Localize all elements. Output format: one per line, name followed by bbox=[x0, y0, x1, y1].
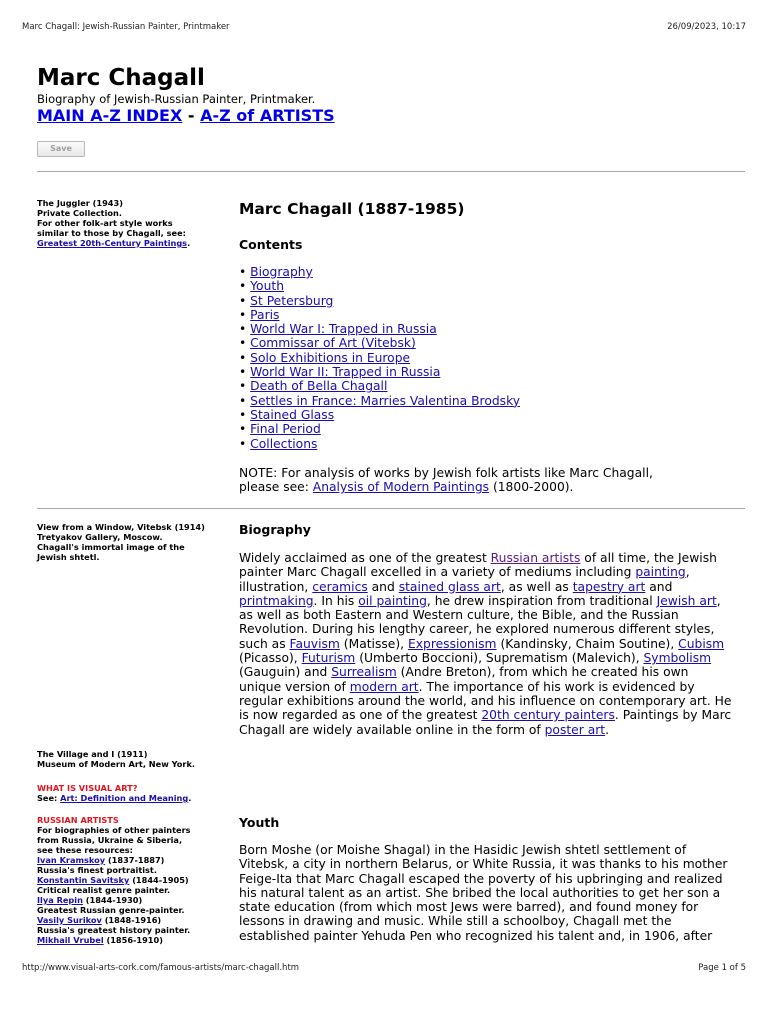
expressionism-link[interactable]: Expressionism bbox=[407, 636, 497, 651]
caption-juggler bbox=[37, 198, 227, 248]
analysis-modern-paintings-link[interactable]: Analysis of Modern Paintings bbox=[312, 480, 490, 495]
contents-item: • Youth bbox=[239, 279, 284, 294]
see-label: See: bbox=[37, 793, 61, 803]
russian-artists-heading: RUSSIAN ARTISTS bbox=[37, 815, 119, 825]
biography-paragraph bbox=[239, 551, 747, 737]
modern-art-link[interactable]: modern art bbox=[349, 679, 419, 694]
surrealism-link[interactable]: Surrealism bbox=[331, 665, 397, 680]
caption-title: View from a Window, Vitebsk (1914) bbox=[37, 522, 205, 532]
text: established painter Yehuda Pen who recognized his talent and, in 1906, after bbox=[239, 928, 713, 943]
russian-artists-link[interactable]: Russian artists bbox=[490, 551, 581, 565]
text: Chagall are widely available online in the form of bbox=[239, 722, 545, 737]
artist-description: Russia's greatest history painter. bbox=[37, 925, 191, 935]
contents-list bbox=[239, 265, 520, 451]
contents-item: • St Petersburg bbox=[239, 293, 334, 308]
az-artists-link[interactable]: A-Z of ARTISTS bbox=[200, 106, 335, 125]
list-item bbox=[37, 895, 227, 905]
contents-item: • Paris bbox=[239, 307, 280, 322]
contents-item: • Final Period bbox=[239, 422, 321, 437]
artist-dates: (1844-1930) bbox=[82, 895, 143, 905]
visual-art-heading: WHAT IS VISUAL ART? bbox=[37, 783, 138, 793]
text: of all time, the Jewish bbox=[580, 551, 717, 565]
text: , he drew inspiration from traditional bbox=[426, 593, 657, 608]
text: (Andre Breton), from which he created his own bbox=[396, 665, 689, 680]
text: painter Marc Chagall excelled in a variety of mediums including bbox=[239, 565, 636, 580]
contents-link-death-bella[interactable]: Death of Bella Chagall bbox=[250, 379, 388, 394]
caption-note: For other folk-art style works bbox=[37, 218, 173, 228]
text: . The importance of his work is evidenced by bbox=[418, 679, 695, 694]
text: (Matisse), bbox=[339, 636, 408, 651]
greatest-20th-century-paintings-link[interactable]: Greatest 20th-Century Paintings bbox=[37, 238, 188, 248]
jewish-art-link[interactable]: Jewish art bbox=[656, 593, 717, 608]
print-datetime: 26/09/2023, 10:17 bbox=[667, 22, 746, 32]
contents-link-ww1[interactable]: World War I: Trapped in Russia bbox=[250, 322, 437, 337]
text: and bbox=[645, 579, 673, 594]
text: and bbox=[367, 579, 399, 594]
text: illustration, bbox=[239, 579, 313, 594]
text: . Paintings by Marc bbox=[614, 708, 732, 723]
main-az-index-link[interactable]: MAIN A-Z INDEX bbox=[37, 106, 183, 125]
text: state education (from which most Jews were barred), and found money for bbox=[239, 900, 699, 915]
text: (Gauguin) and bbox=[239, 665, 332, 680]
ivan-kramskoy-link[interactable]: Ivan Kramskoy bbox=[37, 855, 106, 865]
list-item bbox=[37, 935, 227, 945]
caption-collection: Private Collection. bbox=[37, 208, 122, 218]
painting-link[interactable]: painting bbox=[635, 565, 686, 580]
contents-link-st-petersburg[interactable]: St Petersburg bbox=[250, 293, 334, 308]
text: , bbox=[716, 593, 721, 608]
russian-artists-intro: see these resources: bbox=[37, 845, 133, 855]
cubism-link[interactable]: Cubism bbox=[678, 636, 725, 651]
artist-dates: (1856-1910) bbox=[103, 935, 163, 945]
symbolism-link[interactable]: Symbolism bbox=[643, 651, 712, 666]
text: (Picasso), bbox=[239, 651, 302, 666]
biography-heading: Biography bbox=[239, 522, 311, 537]
russian-artists-box bbox=[37, 815, 227, 945]
print-page-title: Marc Chagall: Jewish-Russian Painter, Printmaker bbox=[22, 22, 230, 32]
text: (Umberto Boccioni), Suprematism (Malevich), bbox=[355, 651, 644, 666]
youth-paragraph bbox=[239, 843, 747, 943]
20th-century-painters-link[interactable]: 20th century painters bbox=[481, 708, 615, 723]
russian-artists-intro: from Russia, Ukraine & Siberia, bbox=[37, 835, 183, 845]
contents-link-paris[interactable]: Paris bbox=[250, 307, 280, 322]
contents-item: • World War II: Trapped in Russia bbox=[239, 365, 441, 380]
contents-item: • Biography bbox=[239, 265, 313, 279]
text: such as bbox=[239, 636, 290, 651]
note-text: please see: bbox=[239, 480, 313, 495]
konstantin-savitsky-link[interactable]: Konstantin Savitsky bbox=[37, 875, 130, 885]
contents-link-ww2[interactable]: World War II: Trapped in Russia bbox=[250, 365, 441, 380]
artist-dates: (1837-1887) bbox=[105, 855, 165, 865]
save-button[interactable]: Save bbox=[37, 141, 85, 157]
note-line: NOTE: For analysis of works by Jewish folk artists like Marc Chagall, bbox=[239, 466, 653, 480]
contents-link-settles-france[interactable]: Settles in France: Marries Valentina Brodsky bbox=[250, 393, 521, 408]
text: Vitebsk, a city in northern Belarus, or White Russia, it was thanks to his mother bbox=[239, 857, 728, 872]
text: , bbox=[685, 565, 690, 580]
caption-note: similar to those by Chagall, see: bbox=[37, 228, 186, 238]
text: unique version of bbox=[239, 679, 350, 694]
note-text: (1800-2000). bbox=[489, 480, 574, 495]
article-title: Marc Chagall (1887-1985) bbox=[239, 200, 465, 218]
text: Widely acclaimed as one of the greatest bbox=[239, 551, 491, 565]
text: , as well as bbox=[500, 579, 573, 594]
poster-art-link[interactable]: poster art bbox=[544, 722, 606, 737]
visual-art-box bbox=[37, 783, 227, 803]
artist-description: Critical realist genre painter. bbox=[37, 885, 171, 895]
caption-collection: Museum of Modern Art, New York. bbox=[37, 759, 196, 769]
contents-item: • Settles in France: Marries Valentina Brodsky bbox=[239, 393, 521, 408]
contents-link-biography[interactable]: Biography bbox=[250, 265, 313, 279]
contents-item: • Stained Glass bbox=[239, 407, 335, 422]
caption-village-and-i bbox=[37, 749, 227, 769]
tapestry-art-link[interactable]: tapestry art bbox=[572, 579, 646, 594]
futurism-link[interactable]: Futurism bbox=[301, 651, 356, 666]
ilya-repin-link[interactable]: Ilya Repin bbox=[37, 895, 83, 905]
punctuation: . bbox=[187, 238, 191, 248]
punctuation: . bbox=[188, 793, 192, 803]
analysis-note bbox=[239, 466, 747, 495]
artist-dates: (1844-1905) bbox=[129, 875, 189, 885]
art-definition-link[interactable]: Art: Definition and Meaning bbox=[60, 793, 189, 803]
caption-note: Jewish shtetl. bbox=[37, 552, 100, 562]
printmaking-link[interactable]: printmaking bbox=[239, 593, 314, 608]
contents-link-final-period[interactable]: Final Period bbox=[250, 422, 321, 437]
contents-link-collections[interactable]: Collections bbox=[250, 436, 318, 451]
text: is now regarded as one of the greatest bbox=[239, 708, 482, 723]
contents-heading: Contents bbox=[239, 237, 303, 252]
contents-item: • World War I: Trapped in Russia bbox=[239, 322, 437, 337]
page-subtitle: Biography of Jewish-Russian Painter, Printmaker. bbox=[37, 92, 316, 106]
divider-middle bbox=[37, 508, 745, 509]
caption-note: Chagall's immortal image of the bbox=[37, 542, 185, 552]
fauvism-link[interactable]: Fauvism bbox=[289, 636, 340, 651]
text: (Kandinsky, Chaim Soutine), bbox=[496, 636, 679, 651]
ceramics-link[interactable]: ceramics bbox=[312, 579, 368, 594]
text: . In his bbox=[313, 593, 359, 608]
artist-description: Greatest Russian genre-painter. bbox=[37, 905, 185, 915]
text: as well as both Eastern and Western culture, the Bible, and the Russian bbox=[239, 608, 679, 623]
mikhail-vrubel-link[interactable]: Mikhail Vrubel bbox=[37, 935, 104, 945]
text: Feige-Ita that Marc Chagall escaped the poverty of his upbringing and realized bbox=[239, 871, 723, 886]
list-item bbox=[37, 875, 227, 885]
text: . bbox=[605, 722, 610, 737]
artist-dates: (1848-1916) bbox=[101, 915, 162, 925]
text: lessons in drawing and music. While still a schoolboy, Chagall met the bbox=[239, 914, 672, 929]
contents-item: • Collections bbox=[239, 436, 318, 451]
main-nav bbox=[37, 106, 335, 126]
nav-separator: - bbox=[187, 106, 195, 125]
text: his natural talent as an artist. She bribed the local authorities to get her son a bbox=[239, 885, 721, 900]
contents-link-youth[interactable]: Youth bbox=[250, 279, 284, 294]
caption-collection: Tretyakov Gallery, Moscow. bbox=[37, 532, 163, 542]
print-url: http://www.visual-arts-cork.com/famous-artists/marc-chagall.htm bbox=[22, 963, 300, 973]
divider-top bbox=[37, 171, 745, 172]
caption-view-from-window bbox=[37, 522, 227, 562]
contents-item: • Death of Bella Chagall bbox=[239, 379, 388, 394]
contents-item: • Commissar of Art (Vitebsk) bbox=[239, 336, 416, 351]
artist-description: Russia's finest portraitist. bbox=[37, 865, 157, 875]
print-page-number: Page 1 of 5 bbox=[698, 963, 746, 973]
text: regular exhibitions around the world, and his influence on contemporary art. He bbox=[239, 693, 732, 708]
vasily-surikov-link[interactable]: Vasily Surikov bbox=[37, 915, 102, 925]
text: Born Moshe (or Moishe Shagal) in the Hasidic Jewish shtetl settlement of bbox=[239, 843, 687, 857]
contents-link-commissar[interactable]: Commissar of Art (Vitebsk) bbox=[250, 336, 416, 351]
contents-link-stained-glass[interactable]: Stained Glass bbox=[250, 407, 335, 422]
russian-artists-intro: For biographies of other painters bbox=[37, 825, 191, 835]
list-item bbox=[37, 915, 227, 925]
caption-title: The Juggler (1943) bbox=[37, 198, 123, 208]
text: Revolution. During his lengthy career, he explored numerous different styles, bbox=[239, 622, 715, 637]
stained-glass-art-link[interactable]: stained glass art bbox=[398, 579, 501, 594]
list-item bbox=[37, 855, 227, 865]
contents-item: • Solo Exhibitions in Europe bbox=[239, 350, 411, 365]
oil-painting-link[interactable]: oil painting bbox=[358, 593, 427, 608]
caption-title: The Village and I (1911) bbox=[37, 749, 148, 759]
youth-heading: Youth bbox=[239, 815, 280, 830]
page-title: Marc Chagall bbox=[37, 65, 205, 91]
contents-link-solo-exhibitions[interactable]: Solo Exhibitions in Europe bbox=[250, 350, 411, 365]
